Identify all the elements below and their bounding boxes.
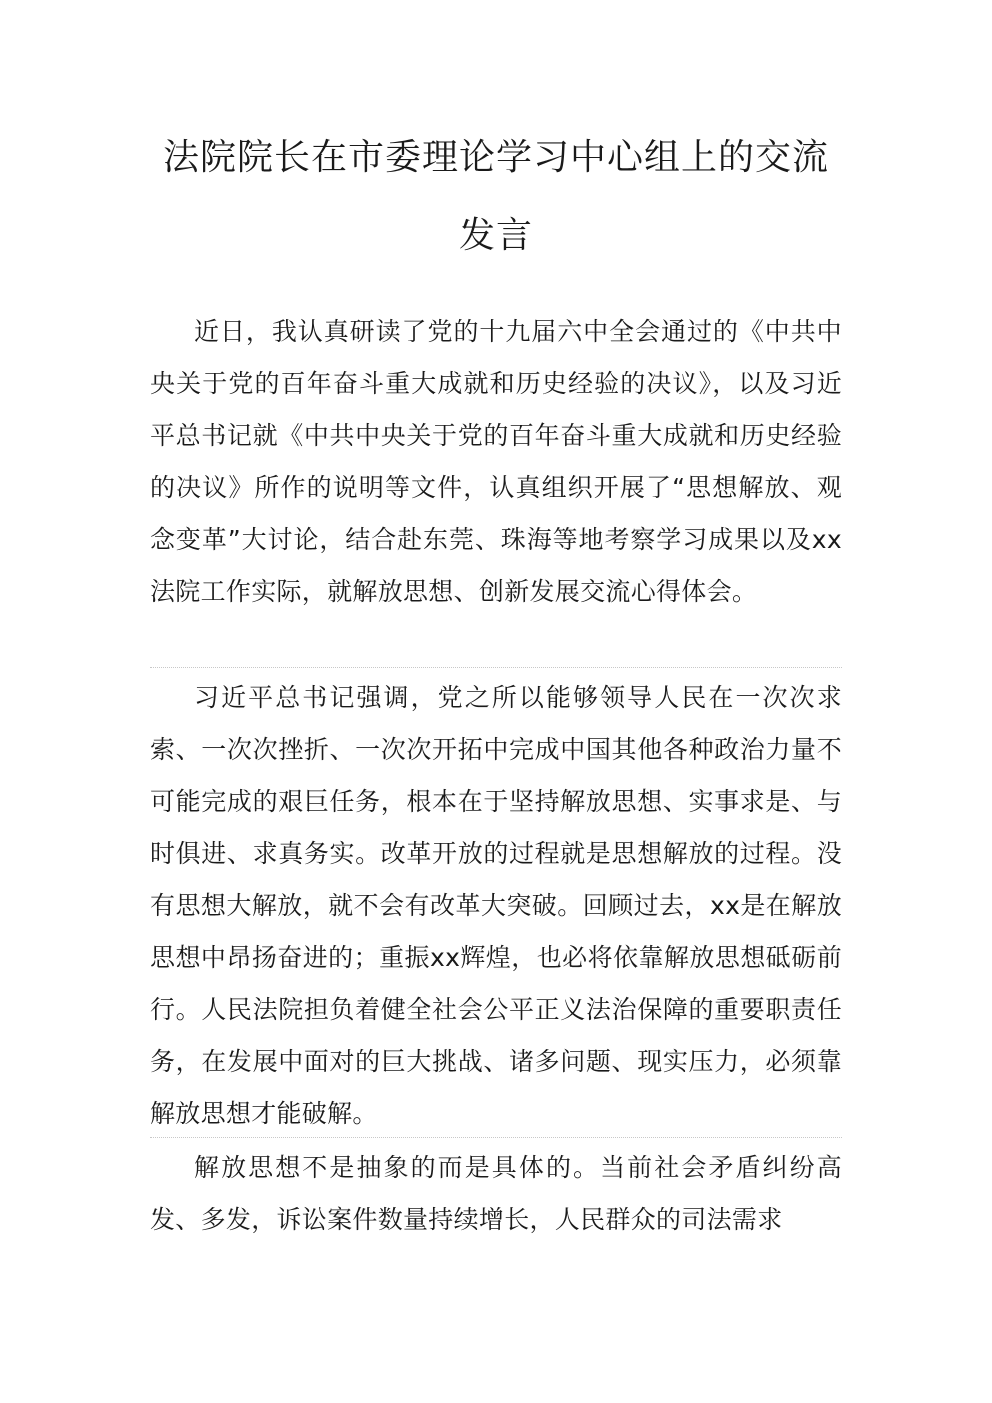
paragraph-divider [150,667,842,668]
paragraph-1: 近日，我认真研读了党的十九届六中全会通过的《中共中央关于党的百年奋斗重大成就和历史经验的决议》，以及习近平总书记就《中共中央关于党的百年奋斗重大成就和历史经验的决议》所作的说明等文件，认真组织开展了“思想解放、观念变革”大讨论，结合赴东莞、珠海等地考察学习成果以及xx法院工作实际，就解放思想、创新发展交流心得体会。 [150,317,842,606]
document-title-line-1: 法院院长在市委理论学习中心组上的交流 [162,137,829,178]
paragraph-2: 习近平总书记强调，党之所以能够领导人民在一次次求索、一次次挫折、一次次开拓中完成中国其他各种政治力量不可能完成的艰巨任务，根本在于坚持解放思想、实事求是、与时俱进、求真务实。改革开放的过程就是思想解放的过程。没有思想大解放，就不会有改革大突破。回顾过去，xx是在解放思想中昂扬奋进的；重振xx辉煌，也必将依靠解放思想砥砺前行。人民法院担负着健全社会公平正义法治保障的重要职责任务，在发展中面对的巨大挑战、诸多问题、现实压力，必须靠解放思想才能破解。 [150,683,842,1128]
paragraph-divider [150,1137,842,1138]
paragraph-3: 解放思想不是抽象的而是具体的。当前社会矛盾纠纷高发、多发，诉讼案件数量持续增长，人民群众的司法需求 [150,1153,842,1234]
document-title-line-2: 发言 [458,215,533,256]
